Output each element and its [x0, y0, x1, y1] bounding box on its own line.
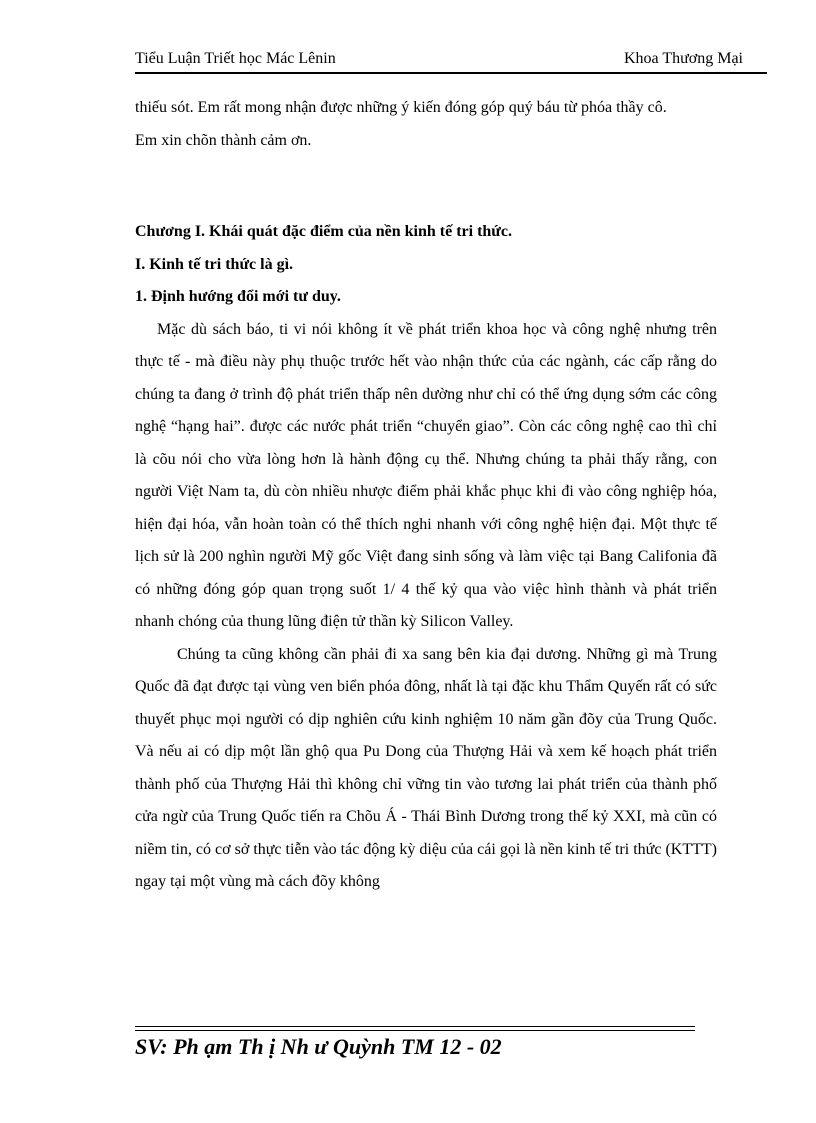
section-heading: I. Kinh tế tri thức là gì.	[135, 255, 294, 273]
document-body	[135, 92, 717, 899]
subsection-heading: 1. Định hướng đổi mới tư duy.	[135, 288, 341, 305]
header-faculty: Khoa Thương Mại	[623, 50, 743, 67]
chapter-heading: Chương I. Khái quát đặc điểm của nền kinh tế tri thức.	[135, 223, 512, 240]
paragraph-closing: thiếu sót. Em rất mong nhận được những ý kiến đóng góp quý báu từ phóa thầy cô.	[135, 99, 667, 116]
footer-rule-bottom	[135, 1030, 695, 1031]
header-rule	[135, 72, 767, 74]
paragraph-body-2: Chúng ta cũng không cần phải đi xa sang bên kia đại dương. Những gì mà Trung Quốc đã đạt được tại vùng ven biển phóa đông, nhất là tại đặc khu Thẩm Quyến rất có sức thuyết phục mọi người có dịp nghiên cứu kinh nghiệm 10 năm gần đõy của Trung Quốc. Và nếu ai có dịp một lần ghộ qua Pu Dong của Thượng Hải và xem kế hoạch phát triển thành phố của Thượng Hải thì không chỉ vững tin vào tương lai phát triển của thành phố cửa ngừ của Trung Quốc tiến ra Chõu Á - Thái Bình Dương trong thế kỷ XXI, mà cũn có niềm tin, có cơ sở thực tiễn vào tác động kỳ diệu của cái gọi là nền kinh tế tri thức (KTTT) ngay tại một vùng mà cách đõy không	[135, 645, 717, 890]
footer-rule-top	[135, 1026, 695, 1027]
page-footer: SV: Ph ạm Th ị Nh ư Quỳnh TM 12 - 02	[135, 1034, 502, 1059]
header-course-title: Tiểu Luận Triết học Mác Lênin	[135, 50, 336, 67]
paragraph-body-1: Mặc dù sách báo, ti vi nói không ít về phát triển khoa học và công nghệ nhưng trên thực tế - mà điều này phụ thuộc trước hết vào nhận thức của các ngành, các cấp rằng do chúng ta đang ở trình độ phát triển thấp nên dường như chỉ có thể ứng dụng sớm các công nghệ “hạng hai”. được các nước phát triển “chuyển giao”. Còn các công nghệ cao thì chỉ là cõu nói cho vừa lòng hơn là hành động cụ thể. Nhưng chúng ta phải thấy rằng, con người Việt Nam ta, dù còn nhiều nhược điểm phải khắc phục khi đi vào công nghiệp hóa, hiện đại hóa, vẫn hoàn toàn có thể thích nghi nhanh với công nghệ hiện đại. Một thực tế lịch sử là 200 nghìn người Mỹ gốc Việt đang sinh sống và làm việc tại Bang Califonia đã có những đóng góp quan trọng suốt 1/ 4 thế kỷ qua vào việc hình thành và phát triển nhanh chóng của thung lũng điện tử thần kỳ Silicon Valley.	[135, 320, 717, 630]
spacer	[135, 157, 717, 216]
page-header	[135, 48, 767, 72]
paragraph-thanks: Em xin chõn thành cảm ơn.	[135, 131, 312, 149]
